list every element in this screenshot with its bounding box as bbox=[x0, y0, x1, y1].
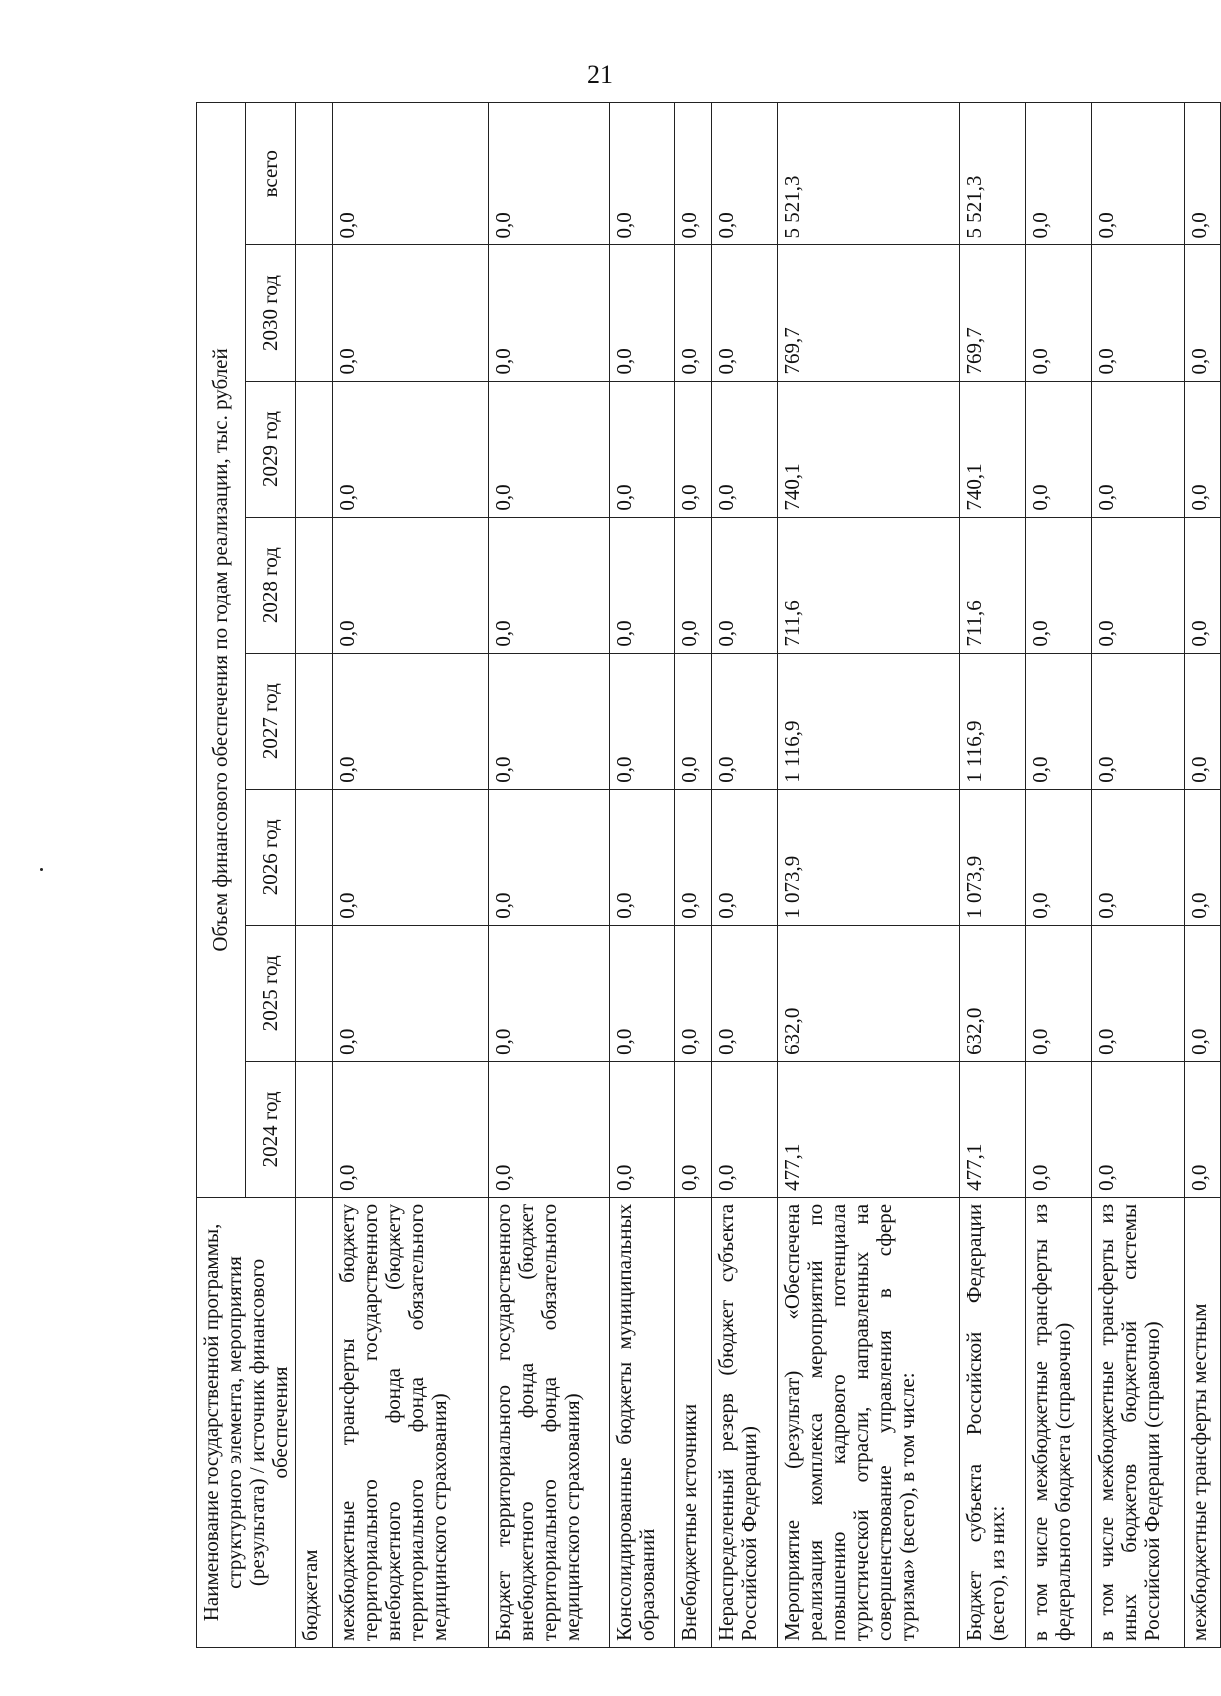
header-year-2030: 2030 год bbox=[245, 245, 296, 381]
header-year-2027: 2027 год bbox=[245, 653, 296, 789]
row-value: 0,0 bbox=[1184, 103, 1221, 245]
row-name: в том числе межбюджетные трансферты из федерального бюджета (справочно) bbox=[1026, 1197, 1092, 1647]
row-value bbox=[296, 381, 333, 517]
table-body bbox=[296, 103, 1221, 1648]
header-year-2029: 2029 год bbox=[245, 381, 296, 517]
row-value: 0,0 bbox=[1091, 103, 1184, 245]
row-value bbox=[296, 925, 333, 1061]
header-year-2026: 2026 год bbox=[245, 789, 296, 925]
row-value: 0,0 bbox=[333, 103, 489, 245]
header-year-2025: 2025 год bbox=[245, 925, 296, 1061]
row-value: 0,0 bbox=[609, 925, 675, 1061]
row-name: бюджетам bbox=[296, 1197, 333, 1647]
row-value: 0,0 bbox=[1091, 245, 1184, 381]
row-value: 0,0 bbox=[1026, 789, 1092, 925]
row-value: 5 521,3 bbox=[960, 103, 1026, 245]
financing-table bbox=[196, 102, 1221, 1648]
header-year-2028: 2028 год bbox=[245, 517, 296, 653]
row-value bbox=[296, 245, 333, 381]
table-row bbox=[1184, 103, 1221, 1648]
row-value: 0,0 bbox=[712, 245, 778, 381]
row-value bbox=[296, 103, 333, 245]
row-value: 0,0 bbox=[488, 1061, 609, 1197]
row-value: 0,0 bbox=[1026, 245, 1092, 381]
table-row bbox=[777, 103, 960, 1648]
row-value: 0,0 bbox=[333, 653, 489, 789]
row-value: 711,6 bbox=[777, 517, 960, 653]
row-value: 0,0 bbox=[488, 925, 609, 1061]
row-value bbox=[296, 653, 333, 789]
row-value bbox=[296, 517, 333, 653]
row-name: Бюджет территориального государственного внебюджетного фонда (бюджет территориального фонда обязательного медицинского страхования) bbox=[488, 1197, 609, 1647]
row-value: 0,0 bbox=[712, 653, 778, 789]
table-row bbox=[1026, 103, 1092, 1648]
row-value: 0,0 bbox=[1091, 517, 1184, 653]
row-name: Нераспределенный резерв (бюджет субъекта Российской Федерации) bbox=[712, 1197, 778, 1647]
row-value: 0,0 bbox=[675, 245, 712, 381]
row-value: 0,0 bbox=[712, 789, 778, 925]
row-value: 0,0 bbox=[609, 789, 675, 925]
row-value: 0,0 bbox=[712, 381, 778, 517]
row-value: 0,0 bbox=[488, 245, 609, 381]
header-year-2024: 2024 год bbox=[245, 1061, 296, 1197]
row-value: 0,0 bbox=[675, 517, 712, 653]
table-row bbox=[960, 103, 1026, 1648]
table-row bbox=[296, 103, 333, 1648]
row-value: 5 521,3 bbox=[777, 103, 960, 245]
row-value: 0,0 bbox=[609, 245, 675, 381]
row-value: 0,0 bbox=[488, 653, 609, 789]
row-value: 0,0 bbox=[675, 103, 712, 245]
row-value: 0,0 bbox=[488, 517, 609, 653]
row-value: 0,0 bbox=[488, 789, 609, 925]
row-value: 0,0 bbox=[488, 381, 609, 517]
row-value: 0,0 bbox=[1026, 517, 1092, 653]
row-value: 740,1 bbox=[960, 381, 1026, 517]
row-value: 1 073,9 bbox=[960, 789, 1026, 925]
row-value: 0,0 bbox=[1184, 245, 1221, 381]
table-row bbox=[712, 103, 778, 1648]
row-value: 0,0 bbox=[675, 381, 712, 517]
row-value: 0,0 bbox=[609, 1061, 675, 1197]
row-value: 740,1 bbox=[777, 381, 960, 517]
row-value: 0,0 bbox=[675, 1061, 712, 1197]
row-value: 632,0 bbox=[777, 925, 960, 1061]
row-value: 0,0 bbox=[333, 381, 489, 517]
row-name: Внебюджетные источники bbox=[675, 1197, 712, 1647]
header-financing-group: Объем финансового обеспечения по годам реализации, тыс. рублей bbox=[197, 103, 246, 1198]
row-name: Бюджет субъекта Российской Федерации (всего), из них: bbox=[960, 1197, 1026, 1647]
table-row bbox=[1091, 103, 1184, 1648]
row-value: 1 116,9 bbox=[777, 653, 960, 789]
row-value: 711,6 bbox=[960, 517, 1026, 653]
row-value: 769,7 bbox=[960, 245, 1026, 381]
page-number: 21 bbox=[587, 60, 613, 89]
row-value: 0,0 bbox=[1184, 789, 1221, 925]
row-value: 0,0 bbox=[333, 245, 489, 381]
row-value: 0,0 bbox=[1026, 925, 1092, 1061]
row-value: 0,0 bbox=[675, 925, 712, 1061]
row-value: 0,0 bbox=[1184, 517, 1221, 653]
row-value: 0,0 bbox=[1091, 381, 1184, 517]
row-value: 0,0 bbox=[1026, 381, 1092, 517]
rotated-table-container bbox=[196, 102, 1220, 1648]
row-value: 477,1 bbox=[777, 1061, 960, 1197]
row-value: 0,0 bbox=[1091, 789, 1184, 925]
row-value: 0,0 bbox=[333, 517, 489, 653]
row-value: 0,0 bbox=[1184, 1061, 1221, 1197]
header-total: всего bbox=[245, 103, 296, 245]
row-name: в том числе межбюджетные трансферты из иных бюджетов бюджетной системы Российской Федерации (справочно) bbox=[1091, 1197, 1184, 1647]
row-value: 632,0 bbox=[960, 925, 1026, 1061]
scan-speck bbox=[40, 868, 43, 871]
table-row bbox=[488, 103, 609, 1648]
row-value: 477,1 bbox=[960, 1061, 1026, 1197]
row-value: 0,0 bbox=[712, 517, 778, 653]
row-value: 0,0 bbox=[488, 103, 609, 245]
header-name-column: Наименование государственной программы, структурного элемента, мероприятия (результата) / источник финансового обеспечения bbox=[197, 1197, 296, 1647]
row-value: 0,0 bbox=[333, 925, 489, 1061]
row-value: 1 116,9 bbox=[960, 653, 1026, 789]
row-value: 0,0 bbox=[1091, 1061, 1184, 1197]
row-value: 0,0 bbox=[333, 1061, 489, 1197]
row-value: 0,0 bbox=[712, 925, 778, 1061]
row-value: 0,0 bbox=[609, 653, 675, 789]
row-value bbox=[296, 1061, 333, 1197]
row-value: 0,0 bbox=[1184, 381, 1221, 517]
row-value: 0,0 bbox=[675, 653, 712, 789]
table-row bbox=[675, 103, 712, 1648]
row-value: 0,0 bbox=[609, 103, 675, 245]
table-row bbox=[609, 103, 675, 1648]
row-value: 0,0 bbox=[609, 517, 675, 653]
row-value: 0,0 bbox=[1026, 103, 1092, 245]
row-name: Мероприятие (результат) «Обеспечена реализация комплекса мероприятий по повышению кадрового потенциала туристической отрасли, направленных на совершенствование управления в сфере туризма» (всего), в том числе: bbox=[777, 1197, 960, 1647]
row-value: 0,0 bbox=[1026, 653, 1092, 789]
row-value: 0,0 bbox=[1091, 653, 1184, 789]
row-value: 0,0 bbox=[712, 103, 778, 245]
row-value: 0,0 bbox=[609, 381, 675, 517]
row-name: Консолидированные бюджеты муниципальных образований bbox=[609, 1197, 675, 1647]
row-value: 0,0 bbox=[1184, 925, 1221, 1061]
table-row bbox=[333, 103, 489, 1648]
row-value: 0,0 bbox=[1184, 653, 1221, 789]
row-value: 1 073,9 bbox=[777, 789, 960, 925]
row-name: межбюджетные трансферты местным bbox=[1184, 1197, 1221, 1647]
row-value: 0,0 bbox=[1091, 925, 1184, 1061]
row-value: 0,0 bbox=[1026, 1061, 1092, 1197]
row-value: 0,0 bbox=[712, 1061, 778, 1197]
row-value bbox=[296, 789, 333, 925]
row-value: 769,7 bbox=[777, 245, 960, 381]
row-value: 0,0 bbox=[333, 789, 489, 925]
row-name: межбюджетные трансферты бюджету территориального государственного внебюджетного фонда (бюджету территориального фонда обязательного медицинского страхования) bbox=[333, 1197, 489, 1647]
row-value: 0,0 bbox=[675, 789, 712, 925]
